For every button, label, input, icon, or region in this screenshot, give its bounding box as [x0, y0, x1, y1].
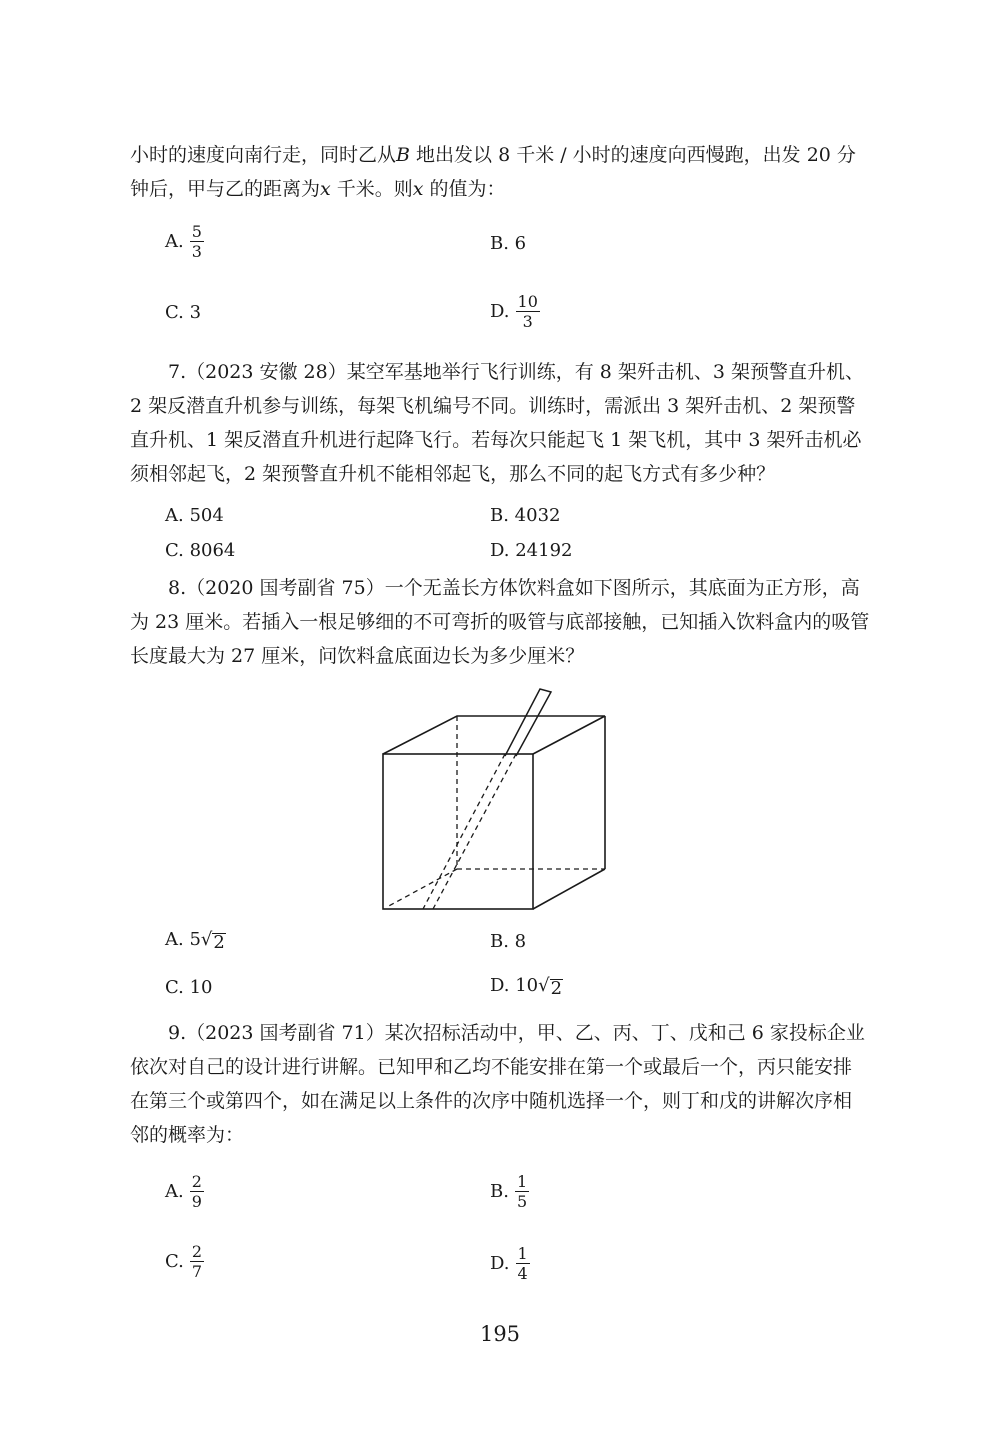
q6-stem: 小时的速度向南行走，同时乙从B 地出发以 8 千米 / 小时的速度向西慢跑，出发 20 分钟后，甲与乙的距离为x 千米。则x 的值为： [130, 144, 856, 200]
straw-visible [505, 689, 551, 756]
page-number: 195 [479, 1322, 521, 1346]
straw-hidden-left [423, 754, 505, 909]
q6-option-d: D. $\frac{10}{3}$ [490, 292, 538, 331]
q7-option-c: C. 8064 [165, 540, 236, 561]
q7-option-a: A. 504 [165, 505, 224, 526]
cuboid-top-edges [383, 716, 605, 754]
cuboid-figure [375, 686, 615, 916]
square-root: √ 2 [538, 975, 563, 999]
q8-stem: 8.（2020 国考副省 75）一个无盖长方体饮料盒如下图所示，其底面为正方形，高为 23 厘米。若插入一根足够细的不可弯折的吸管与底部接触，已知插入饮料盒内的吸管长度最大为 27 厘米，问饮料盒底面边长为多少厘米？ [130, 577, 870, 667]
straw-hidden-right [433, 754, 516, 909]
cuboid-hidden-bottom-left-edge [387, 869, 457, 907]
q6-option-a: A. $\frac{5}{3}$ [165, 222, 202, 261]
fraction: $\frac{5}{3}$ [191, 222, 202, 261]
cuboid-front-face [383, 754, 533, 909]
var-x: x [412, 178, 424, 200]
q8-option-c: C. 10 [165, 977, 213, 998]
q9-option-b: B. $\frac{1}{5}$ [490, 1172, 528, 1211]
q7-stem: 7.（2023 安徽 28）某空军基地举行飞行训练，有 8 架歼击机、3 架预警直升机、2 架反潜直升机参与训练，每架飞机编号不同。训练时，需派出 3 架歼击机、2 架预警直升机、1 架反潜直升机进行起降飞行。若每次只能起飞 1 架飞机，其中 3 架歼击机必须相邻起飞，2 架预警直升机不能相邻起飞，那么不同的起飞方式有多少种？ [130, 361, 865, 485]
q9-option-d: D. $\frac{1}{4}$ [490, 1244, 528, 1283]
fraction: $\frac{1}{4}$ [517, 1244, 528, 1283]
var-x: x [320, 178, 331, 200]
fraction: $\frac{2}{9}$ [191, 1172, 202, 1211]
q9-option-a: A. $\frac{2}{9}$ [165, 1172, 202, 1211]
fraction: $\frac{2}{7}$ [191, 1242, 203, 1281]
square-root: √ 2 [200, 929, 225, 953]
q8-option-a: A. 5 √ 2 [165, 929, 225, 953]
cuboid-bottom-right-edge [533, 869, 605, 909]
q8-option-b: B. 8 [490, 931, 527, 952]
q7-option-d: D. 24192 [490, 540, 573, 561]
q6-option-c: C. 3 [165, 302, 202, 323]
var-b: B [396, 144, 410, 166]
q9-stem: 9.（2023 国考副省 71）某次招标活动中，甲、乙、丙、丁、戊和己 6 家投标企业依次对自己的设计进行讲解。已知甲和乙均不能安排在第一个或最后一个，丙只能安排在第三个或第四个，如在满足以上条件的次序中随机选择一个，则丁和戊的讲解次序相邻的概率为： [130, 1022, 865, 1146]
q7-option-b: B. 4032 [490, 505, 561, 526]
fraction: $\frac{10}{3}$ [517, 292, 538, 331]
q8-option-d: D. 10 √ 2 [490, 975, 563, 999]
q9-option-c: C. $\frac{2}{7}$ [165, 1242, 203, 1281]
fraction: $\frac{1}{5}$ [516, 1172, 528, 1211]
q6-option-b: B. 6 [490, 233, 527, 254]
